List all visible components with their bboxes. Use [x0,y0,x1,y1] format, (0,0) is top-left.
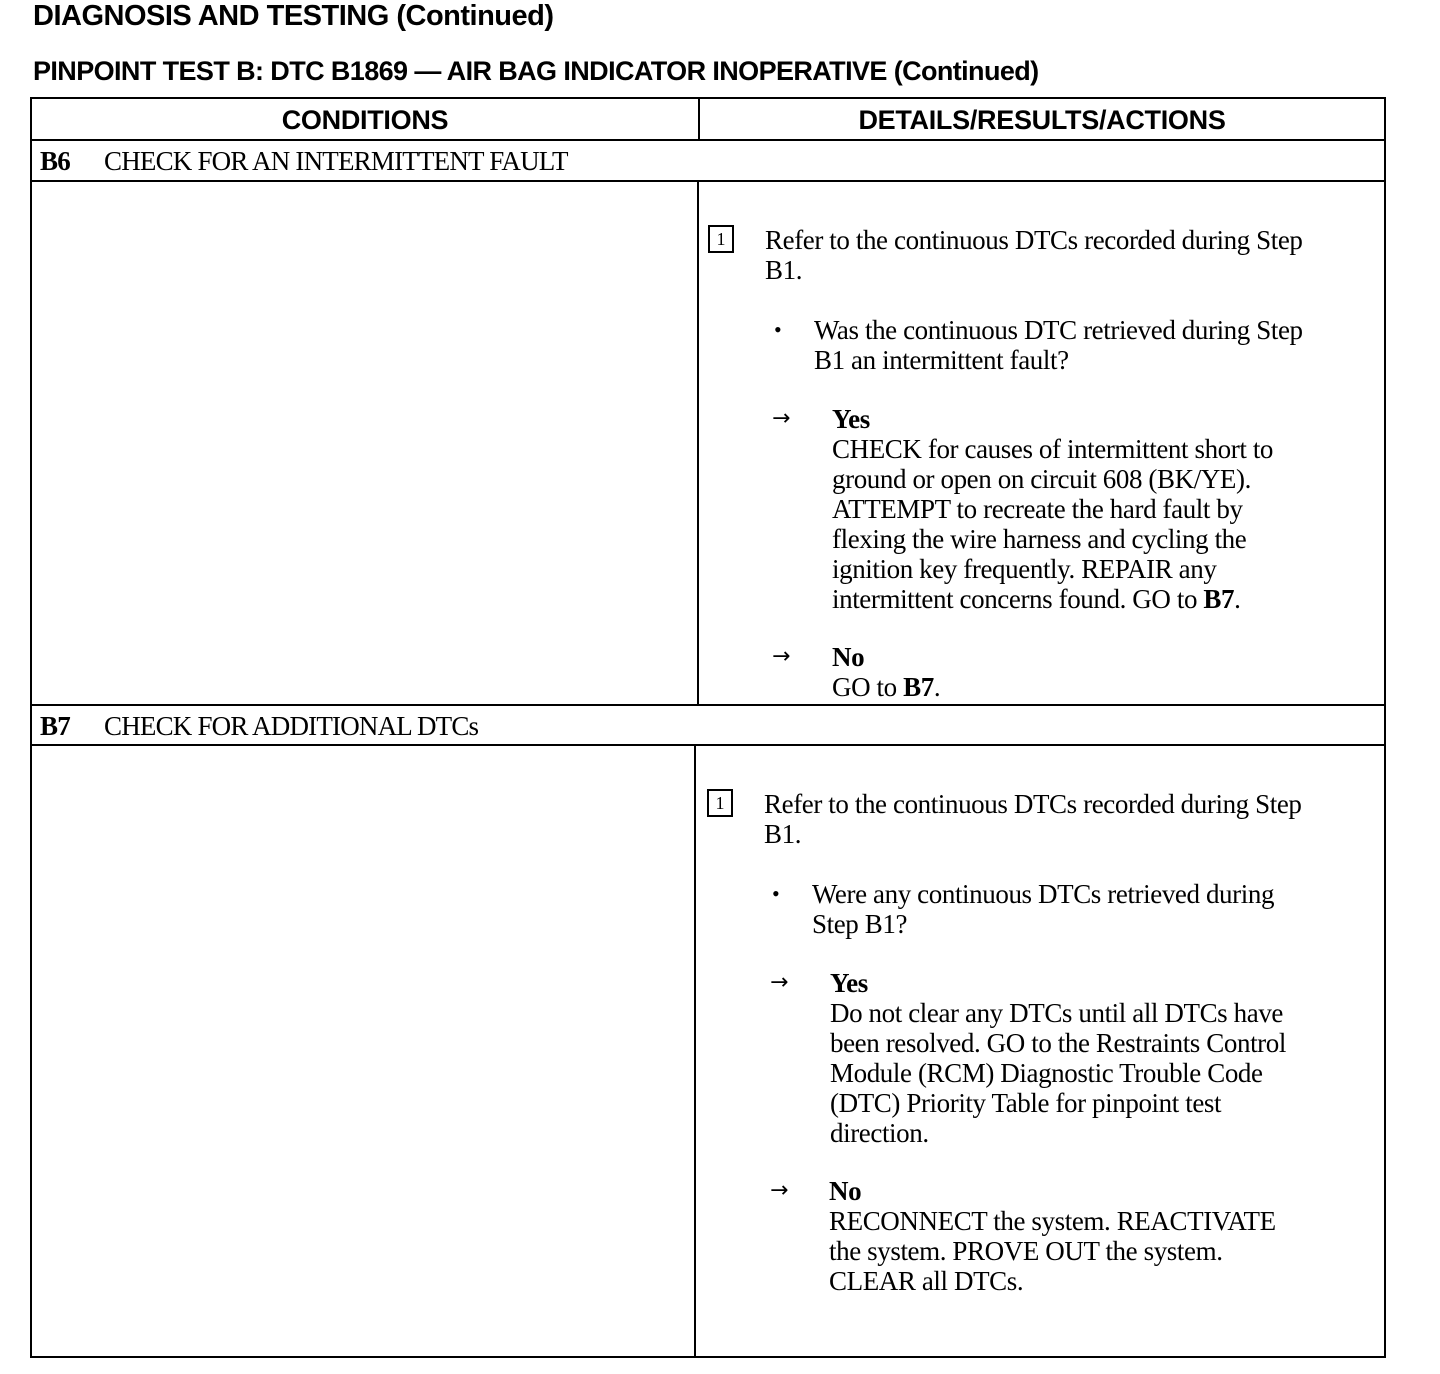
goto-step: B7 [1203,584,1235,614]
step-header-b6 [40,139,568,179]
text-line: B1. [765,255,803,285]
page-title: DIAGNOSIS AND TESTING (Continued) [33,0,554,32]
divider [32,180,1384,182]
column-header-details: DETAILS/RESULTS/ACTIONS [858,105,1226,135]
text-line: . [1234,584,1241,614]
step-number-box: 1 [707,789,733,817]
column-header-conditions: CONDITIONS [281,105,449,135]
text-line: Refer to the continuous DTCs recorded during Step [764,789,1302,819]
text-line: been resolved. GO to the Restraints Control [830,1028,1286,1058]
column-divider [698,99,700,139]
yes-label: Yes [830,968,868,998]
pinpoint-test-title: PINPOINT TEST B: DTC B1869 — AIR BAG INDICATOR INOPERATIVE (Continued) [33,56,1039,86]
column-divider [694,745,696,1358]
text-line: . [933,672,941,702]
text-line: RECONNECT the system. REACTIVATE [829,1206,1276,1236]
text-line: intermittent concerns found. GO to [832,584,1204,614]
yes-result [832,404,1273,614]
step-title: CHECK FOR ADDITIONAL DTCs [104,711,479,741]
text-line: direction. [830,1118,929,1148]
bullet-icon: • [774,317,782,342]
step-header-b7 [40,704,478,744]
text-line: ignition key frequently. REPAIR any [832,554,1217,584]
yes-label: Yes [832,404,870,434]
arrow-right-icon: → [772,644,791,669]
arrow-right-icon: → [770,1178,789,1203]
no-label: No [832,642,865,672]
text-line: ATTEMPT to recreate the hard fault by [832,494,1243,524]
text-line: ground or open on circuit 608 (BK/YE). [832,464,1251,494]
diagnostic-table [30,97,1386,1358]
instruction-text [765,225,1303,285]
question-text [812,879,1274,939]
step-id: B6 [40,146,70,176]
text-line: Refer to the continuous DTCs recorded during Step [765,225,1303,255]
divider [32,744,1384,746]
yes-result [830,968,1286,1148]
text-line: Was the continuous DTC retrieved during Step [814,315,1303,345]
no-result [832,642,940,702]
text-line: Were any continuous DTCs retrieved during [812,879,1275,909]
bullet-icon: • [772,881,780,906]
text-line: Do not clear any DTCs until all DTCs have [830,998,1284,1028]
arrow-right-icon: → [770,970,789,995]
text-line: CLEAR all DTCs. [829,1266,1024,1296]
text-line: B1. [764,819,802,849]
text-line: B1 an intermittent fault? [814,345,1069,375]
step-id: B7 [40,711,70,741]
text-line: Module (RCM) Diagnostic Trouble Code [830,1058,1263,1088]
text-line: flexing the wire harness and cycling the [832,524,1247,554]
text-line: the system. PROVE OUT the system. [829,1236,1223,1266]
column-divider [697,181,699,705]
text-line: CHECK for causes of intermittent short to [832,434,1274,464]
no-result [829,1176,1276,1296]
text-line: Step B1? [812,909,908,939]
goto-step: B7 [903,672,934,702]
step-title: CHECK FOR AN INTERMITTENT FAULT [104,146,568,176]
text-line: (DTC) Priority Table for pinpoint test [830,1088,1222,1118]
no-label: No [829,1176,862,1206]
question-text [814,315,1303,375]
instruction-text [764,789,1302,849]
step-number-box: 1 [708,225,734,253]
arrow-right-icon: → [772,406,791,431]
text-line: GO to [832,672,904,702]
